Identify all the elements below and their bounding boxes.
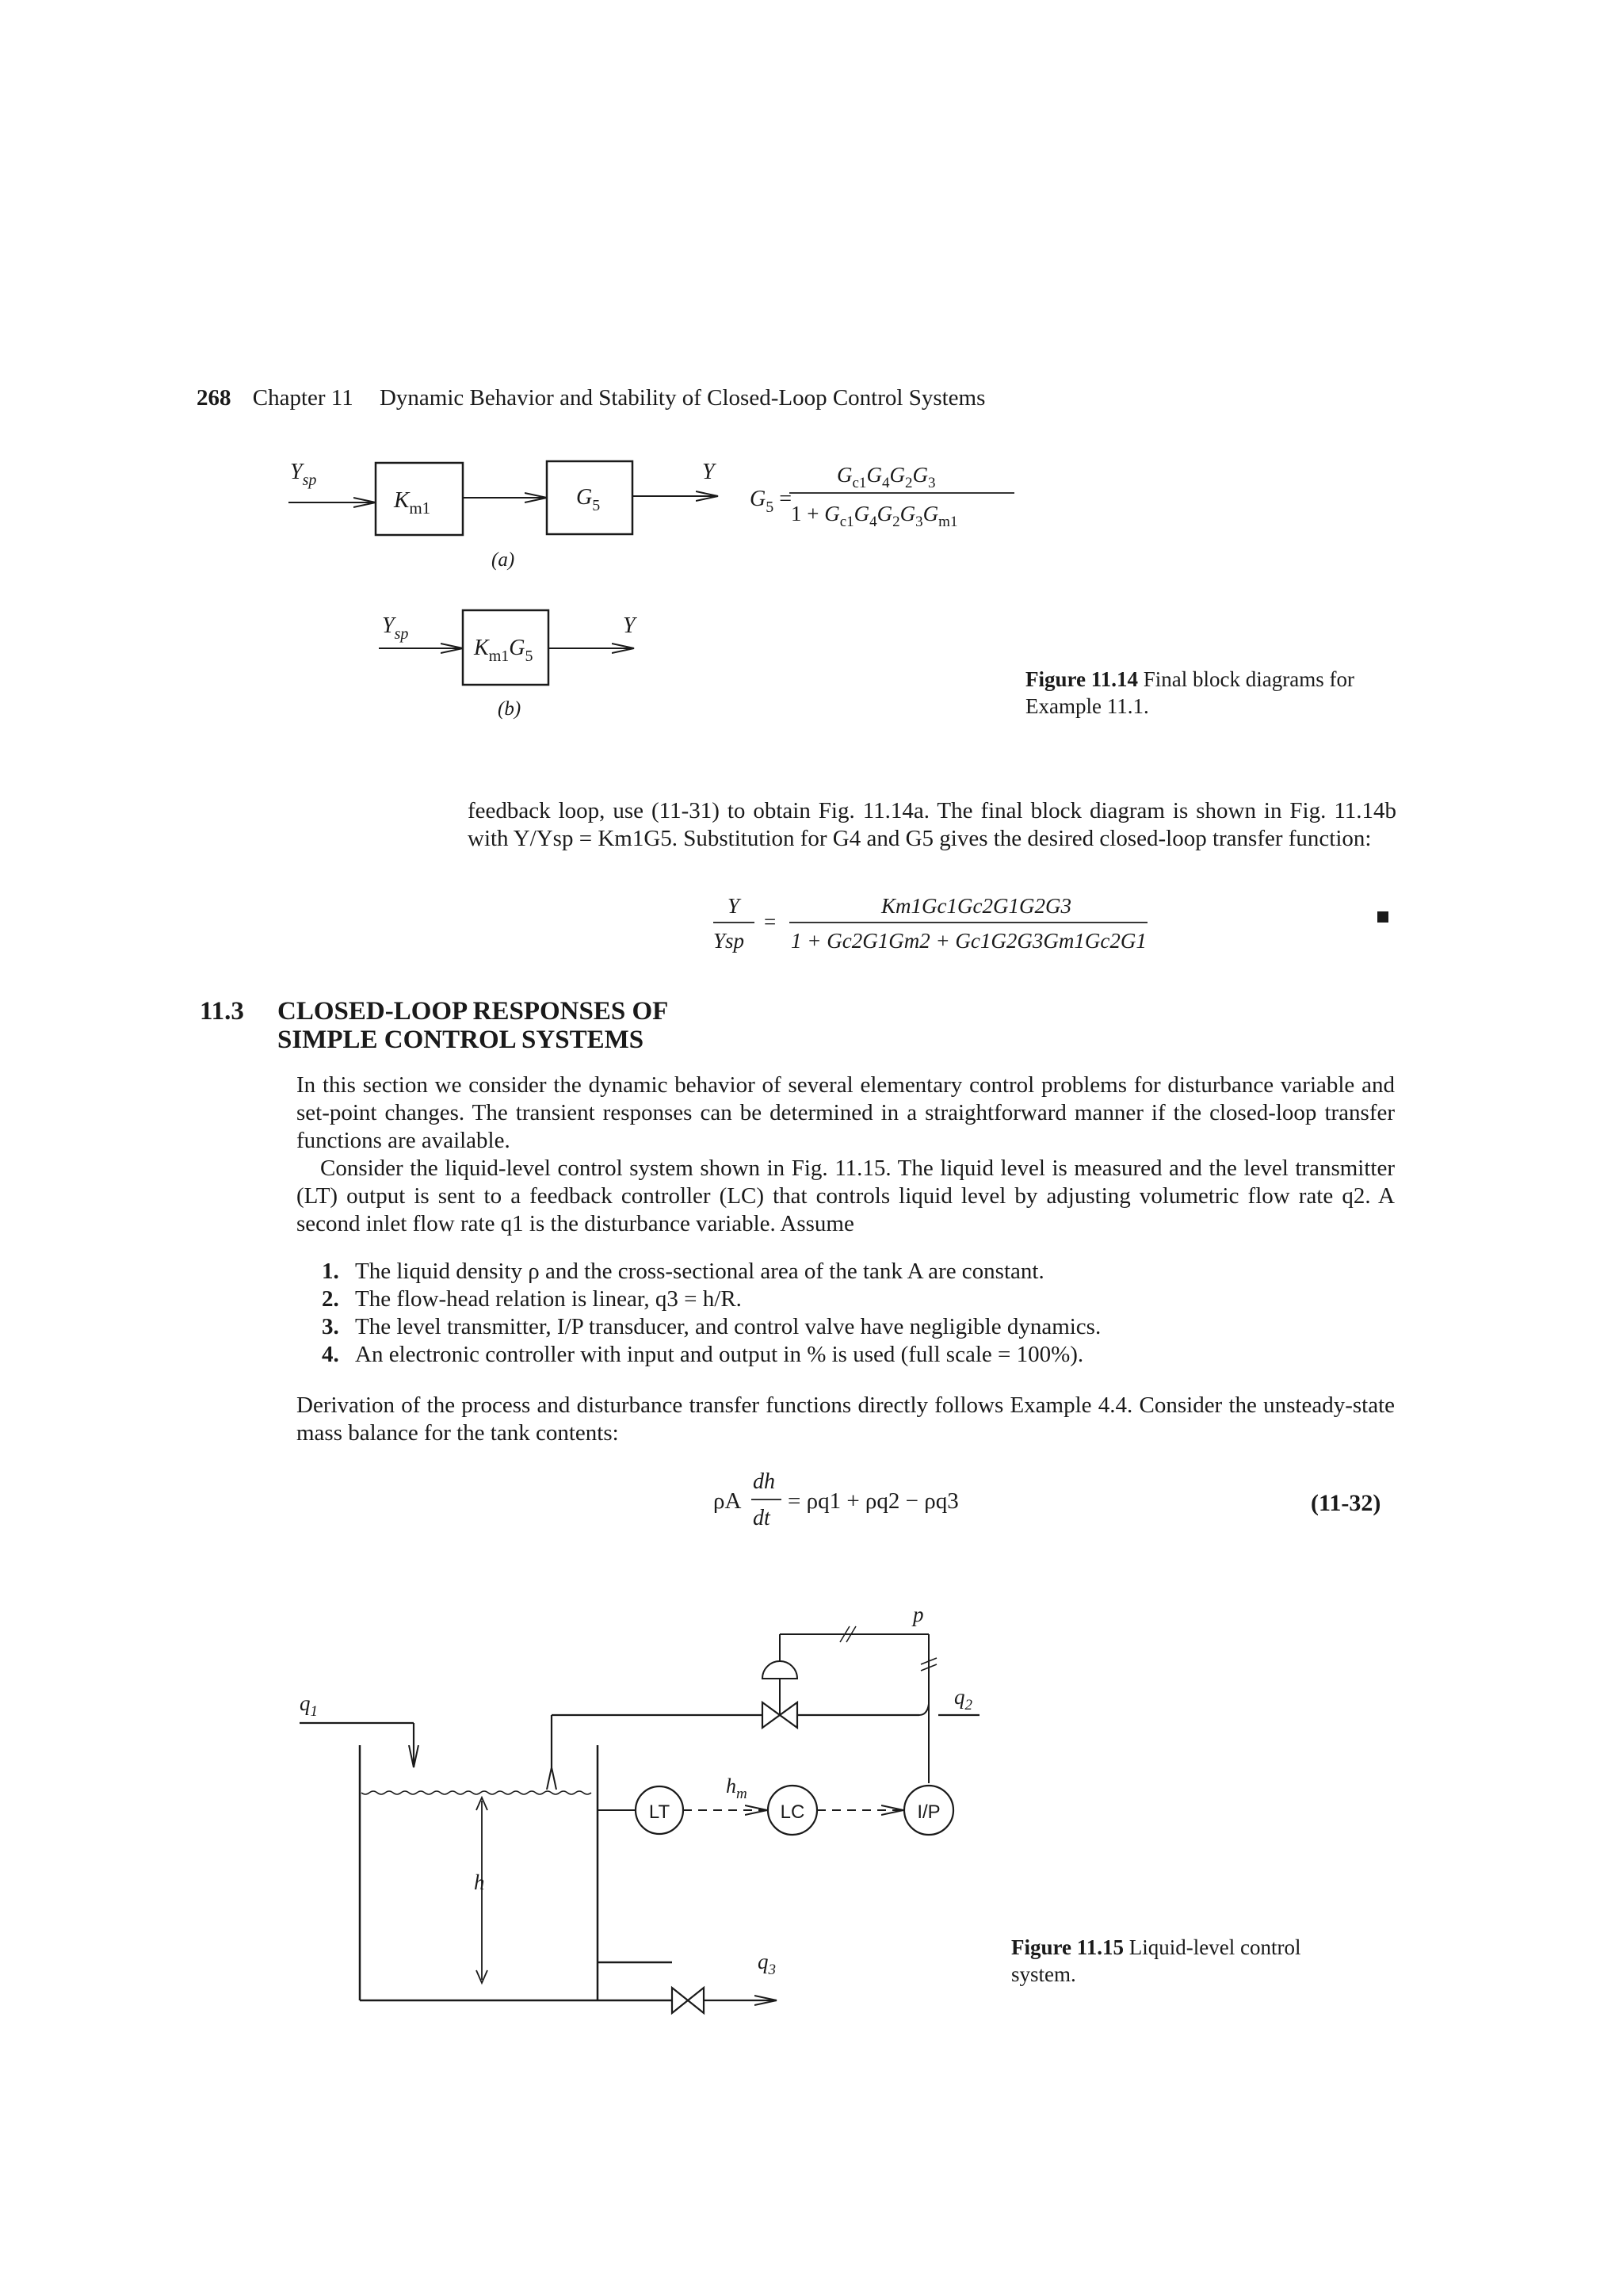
eq-rhs-den: 1 + Gc2G1Gm2 + Gc1G2G3Gm1Gc2G1 xyxy=(791,929,1147,953)
q2-label: $q_2$ xyxy=(954,1685,972,1713)
caption-label: Figure 11.14 xyxy=(1025,667,1139,691)
input-label-b: $Y_{sp}$ xyxy=(382,613,409,643)
equation-number: (11-32) xyxy=(1311,1490,1381,1516)
q3-label: $q_3$ xyxy=(758,1950,776,1978)
caption-text: Final block diagrams for Example 11.1. xyxy=(1025,667,1354,718)
ip-transducer xyxy=(904,1786,953,1835)
lt-label: LT xyxy=(648,1801,670,1823)
inlet-q2 xyxy=(552,1634,980,1767)
p-label: p xyxy=(913,1603,924,1626)
hm-label: $h_m$ xyxy=(726,1775,747,1802)
eq-mb-right: = ρq1 + ρq2 − ρq3 xyxy=(788,1488,959,1514)
paragraph-intro: In this section we consider the dynamic behavior of several elementary control problems for disturbance variable and set-point changes. The transient responses can be determined in a straightforward manner if the closed-loop transfer functions are available. xyxy=(296,1072,1395,1153)
chapter-title: Dynamic Behavior and Stability of Closed-Loop Control Systems xyxy=(379,385,986,411)
level-controller xyxy=(768,1786,817,1835)
lc-label: LC xyxy=(780,1801,805,1823)
block-g5-label: $G_5$ xyxy=(576,485,601,514)
output-label-b: Y xyxy=(623,613,636,638)
caption-text: Liquid-level control system. xyxy=(1011,1935,1301,1986)
chapter-label: Chapter 11 xyxy=(252,385,353,411)
liquid-surface xyxy=(361,1791,591,1794)
eq-equals: = xyxy=(764,910,777,934)
paragraph-feedback: feedback loop, use (11-31) to obtain Fig. 11.14a. The final block diagram is shown in Fig. 11.14b with Y/Ysp = Km1G5. Substitution for G4 and G5 gives the desired closed-loop transfer function: xyxy=(468,798,1396,851)
page-number: 268 xyxy=(197,385,231,411)
pneumatic-signal xyxy=(780,1603,937,1783)
eq-mb-left: ρA xyxy=(713,1488,742,1514)
output-label-a: Y xyxy=(702,460,715,484)
caption-label: Figure 11.15 xyxy=(1011,1935,1125,1959)
block-km1-label: $K_{m1}$ xyxy=(394,487,431,518)
level-label-h: h xyxy=(474,1870,485,1894)
ip-label: I/P xyxy=(917,1801,941,1823)
g5-eq-denominator: $1 + G_{c1}G_4G_2G_3G_{m1}$ xyxy=(791,502,958,530)
list-item: 1. The liquid density ρ and the cross-sectional area of the tank A are constant. xyxy=(322,1259,1044,1284)
paragraph-consider: Consider the liquid-level control system shown in Fig. 11.15. The liquid level is measured and the level transmitter (LT) output is sent to a feedback controller (LC) that controls liquid level by adjusting volumetric flow rate q2. A second inlet flow rate q1 is the disturbance variable. Assume xyxy=(296,1156,1395,1236)
eq-lhs-den: Ysp xyxy=(713,929,745,953)
list-item: 2. The flow-head relation is linear, q3 = h/R. xyxy=(322,1286,742,1312)
g5-eq-numerator: $G_{c1}G_4G_2G_3$ xyxy=(837,463,936,491)
g5-eq-lhs: $G_5$ = xyxy=(750,487,792,516)
section-number: 11.3 xyxy=(200,997,244,1026)
paragraph-derivation: Derivation of the process and disturbance transfer functions directly follows Example 4.4. Consider the unsteady-state mass balance for the tank contents: xyxy=(296,1392,1395,1446)
section-title: CLOSED-LOOP RESPONSES OF SIMPLE CONTROL SYSTEMS xyxy=(277,997,669,1054)
eq-mb-den: dt xyxy=(753,1506,770,1530)
figure-11-15-caption xyxy=(1011,1934,1360,1988)
tank xyxy=(360,1745,672,2000)
label-b: (b) xyxy=(498,698,521,720)
eq-rhs-num: Km1Gc1Gc2G1G2G3 xyxy=(881,894,1071,918)
inlet-q1 xyxy=(300,1691,414,1767)
valve-actuator xyxy=(762,1661,797,1679)
level-transmitter xyxy=(598,1786,683,1834)
eq-lhs-num: Y xyxy=(727,894,740,918)
input-label-a: $Y_{sp}$ xyxy=(290,460,317,489)
label-a: (a) xyxy=(491,549,515,571)
outlet-q3 xyxy=(672,1950,777,2013)
list-item: 3. The level transmitter, I/P transducer, and control valve have negligible dynamics. xyxy=(322,1314,1102,1339)
outlet-valve xyxy=(672,1988,704,2013)
eq-mb-num: dh xyxy=(753,1469,775,1494)
block-km1g5-label: $K_{m1}G_5$ xyxy=(474,636,533,665)
list-item: 4. An electronic controller with input and output in % is used (full scale = 100%). xyxy=(322,1342,1084,1367)
q1-label: $q_1$ xyxy=(300,1691,318,1720)
